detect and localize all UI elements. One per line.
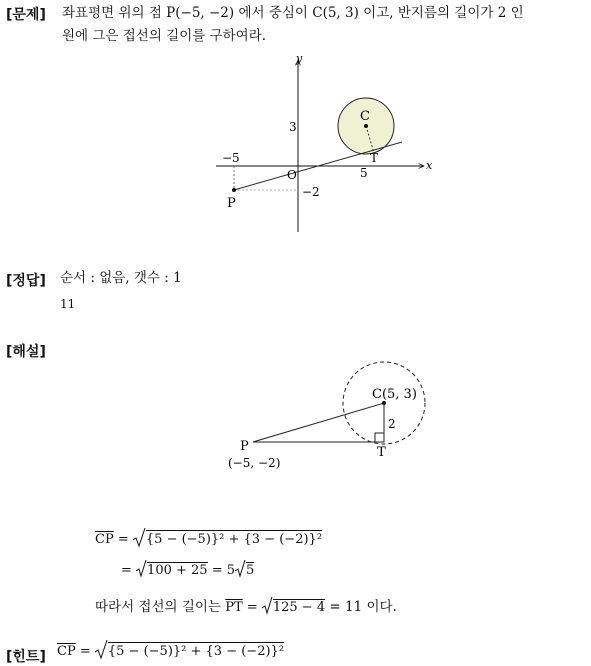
tick-5: 5 xyxy=(360,166,368,180)
eq2-eq: = xyxy=(121,563,132,578)
point-p-dot xyxy=(232,188,236,192)
tick-neg2: −2 xyxy=(302,185,320,199)
eq1-lhs: $\overline{CP}$ xyxy=(95,532,114,547)
hint-eq xyxy=(57,640,284,662)
problem-text-line2: 원에 그은 접선의 길이를 구하여라. xyxy=(62,28,267,44)
label-p-coord: (−5, −2) xyxy=(228,456,281,470)
hint-label: [힌트] xyxy=(6,649,46,665)
segment-pc xyxy=(253,403,384,442)
eq1-eq: = xyxy=(117,532,129,547)
hint-lhs: $\overline{CP}$ xyxy=(57,644,76,659)
eq1-radical-sign xyxy=(133,528,146,548)
eq2-radicand-2: 5 xyxy=(246,563,255,578)
origin-label: O xyxy=(287,168,297,182)
tick-3: 3 xyxy=(289,120,297,134)
eq2-radical-sign-2 xyxy=(235,560,246,578)
eq2 xyxy=(121,560,254,582)
conclusion-radicand: 125 − 4 xyxy=(272,600,326,615)
eq1 xyxy=(95,528,322,550)
conclusion-eq: = xyxy=(242,600,262,615)
conclusion-seg: $\overline{PT}$ xyxy=(225,600,243,615)
explanation-label: [해설] xyxy=(6,344,46,360)
conclusion-pre: 따라서 접선의 길이는 xyxy=(95,599,226,615)
hint-radicand: {5 − (−5)}² + {3 − (−2)}² xyxy=(107,644,285,659)
explanation-figure xyxy=(220,360,440,475)
point-t-label: T xyxy=(370,151,379,165)
hint-eq-sign: = xyxy=(79,644,91,659)
answer-meta: 순서 : 없음, 갯수 : 1 xyxy=(60,270,182,286)
y-axis-label: y xyxy=(296,52,303,65)
eq2-radicand: 100 + 25 xyxy=(147,563,208,578)
coordinate-figure xyxy=(200,50,440,240)
point-p-label: P xyxy=(227,196,236,211)
label-c: C(5, 3) xyxy=(372,387,417,402)
problem-text-line1: 좌표평면 위의 점 P(−5, −2) 에서 중심이 C(5, 3) 이고, 반지름의 길이가 2 인 xyxy=(62,5,524,21)
eq1-radicand: {5 − (−5)}² + {3 − (−2)}² xyxy=(145,532,323,547)
answer-value: 11 xyxy=(60,297,76,311)
tick-neg5: −5 xyxy=(222,151,240,165)
problem-label: [문제] xyxy=(6,7,46,23)
answer-label: [정답] xyxy=(6,273,46,289)
eq2-mid: = 5 xyxy=(207,563,235,578)
right-angle-mark xyxy=(375,433,384,442)
x-axis-label: x xyxy=(426,159,433,172)
point-c-label: C xyxy=(360,109,370,124)
conclusion xyxy=(95,596,397,619)
conclusion-radical-sign xyxy=(262,597,273,615)
label-radius: 2 xyxy=(388,417,396,431)
point-c-dot xyxy=(364,124,368,128)
conclusion-post: = 11 이다. xyxy=(325,599,397,615)
eq2-radical-sign xyxy=(136,560,147,578)
hint-radical-sign xyxy=(95,640,108,660)
label-p: P xyxy=(240,439,249,454)
label-t: T xyxy=(377,445,386,460)
